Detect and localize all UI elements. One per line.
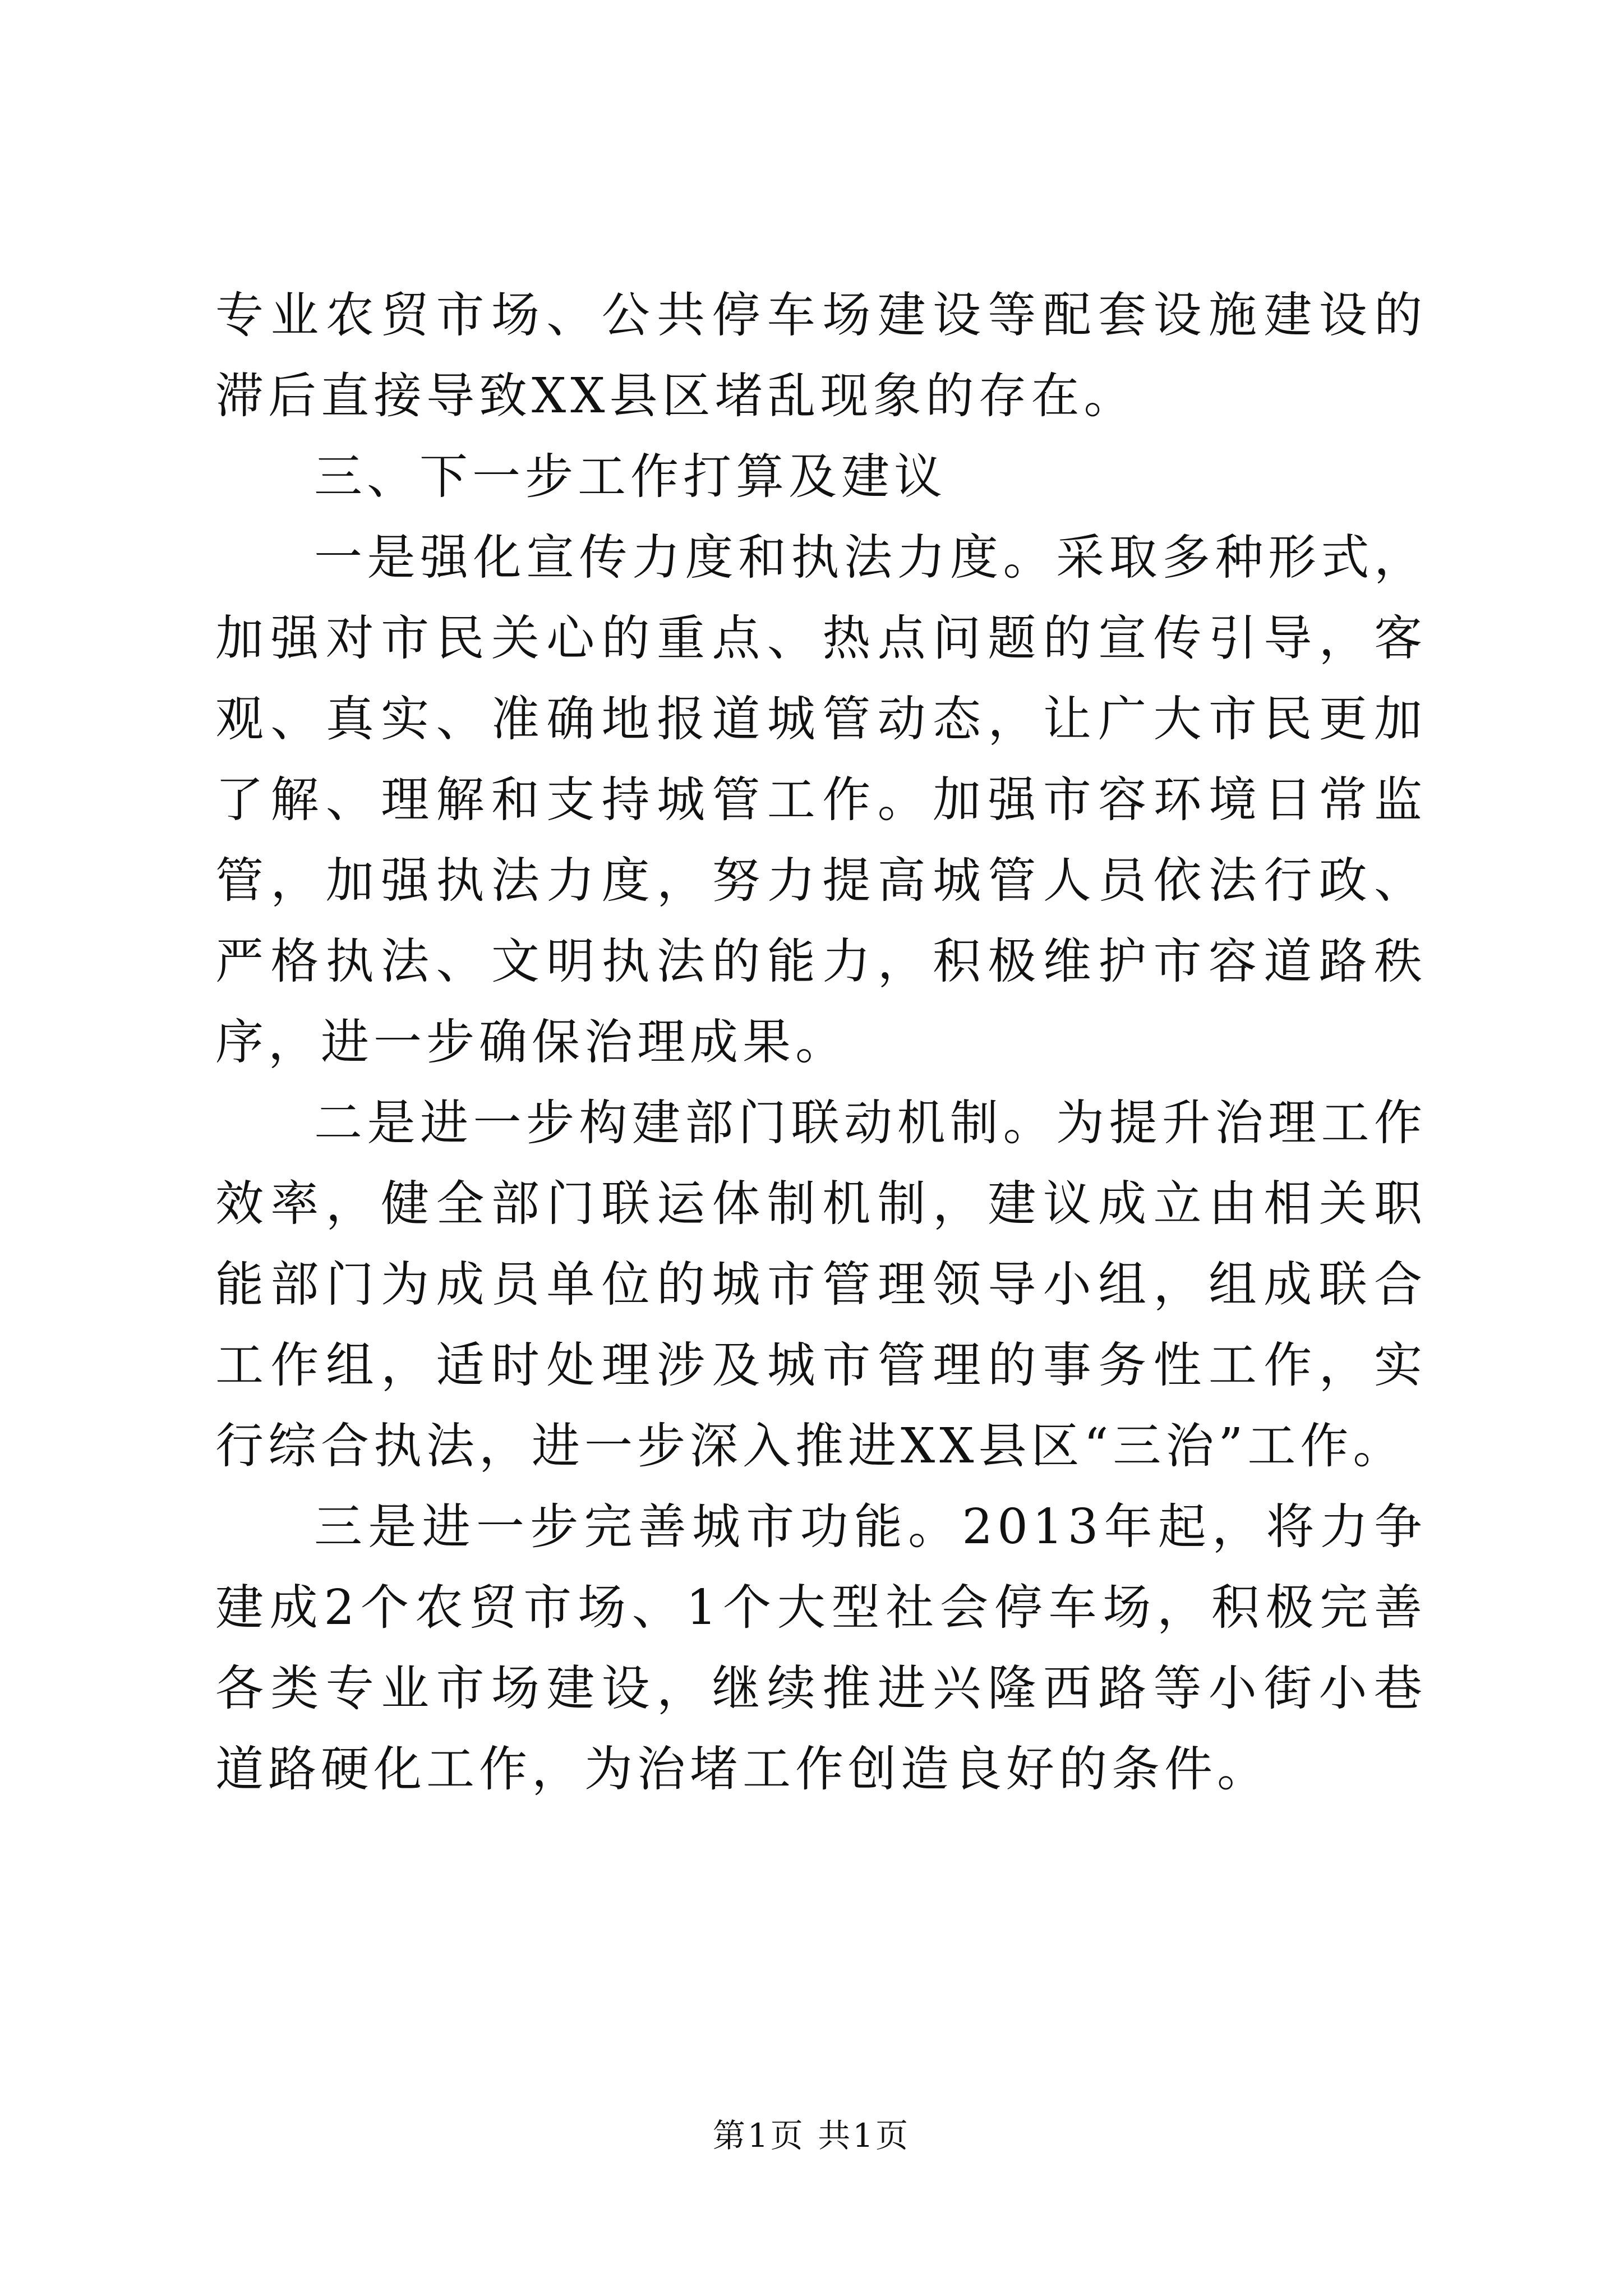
paragraph-city-function: 三是进一步完善城市功能。2013年起，将力争建成2个农贸市场、1个大型社会停车场，积极完善各类专业市场建设，继续推进兴隆西路等小街小巷道路硬化工作，为治堵工作创造良好的条件。 <box>215 1499 1427 1797</box>
document-body <box>215 275 1427 1810</box>
paragraph-continuation: 专业农贸市场、公共停车场建设等配套设施建设的滞后直接导致XX县区堵乱现象的存在。 <box>215 287 1427 424</box>
paragraph-linkage: 二是进一步构建部门联动机制。为提升治理工作效率，健全部门联运体制机制，建议成立由相关职能部门为成员单位的城市管理领导小组，组成联合工作组，适时处理涉及城市管理的事务性工作，实行综合执法，进一步深入推进XX县区“三治”工作。 <box>215 1095 1427 1474</box>
section-heading: 三、下一步工作打算及建议 <box>314 449 947 505</box>
page-footer: 第1页 共1页 <box>712 2116 911 2155</box>
paragraph-publicity: 一是强化宣传力度和执法力度。采取多种形式，加强对市民关心的重点、热点问题的宣传引导，客观、真实、准确地报道城管动态，让广大市民更加了解、理解和支持城管工作。加强市容环境日常监管，加强执法力度，努力提高城管人员依法行政、严格执法、文明执法的能力，积极维护市容道路秩序，进一步确保治理成果。 <box>215 530 1427 1070</box>
